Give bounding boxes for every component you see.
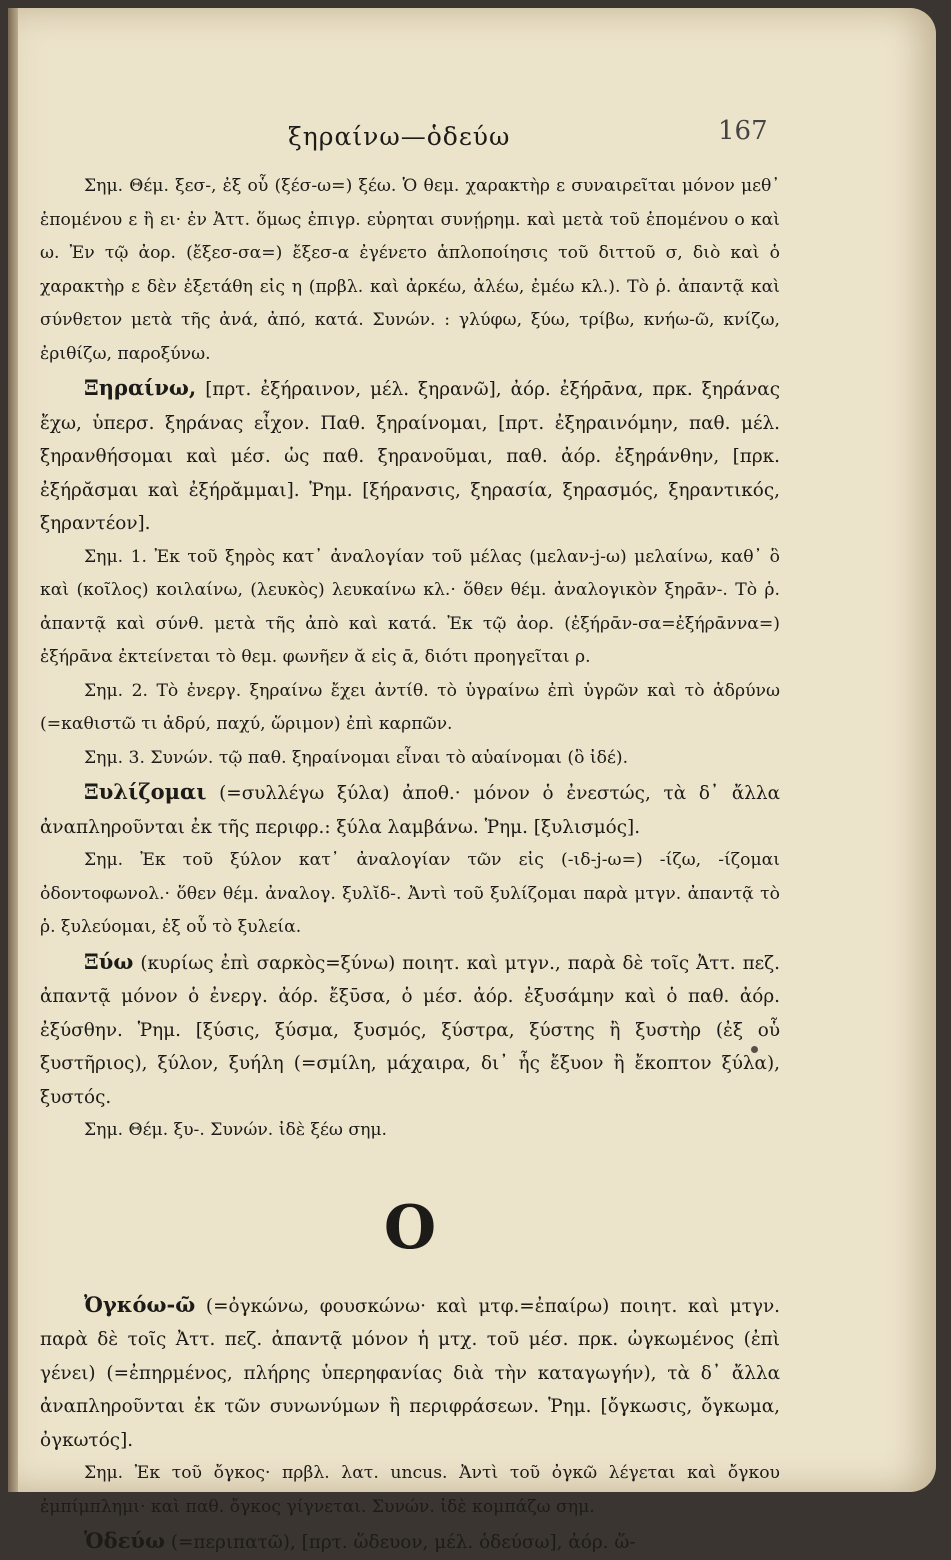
letter-heading: Ο — [383, 1192, 437, 1263]
entry-text-xylizomai: (=συλλέγω ξύλα) ἀποθ.· μόνον ὁ ἐνεστώς, τὰ δ᾿ ἄλλα ἀναπληροῦνται ἐκ τῆς περιφρ.: ξύλα λαμβάνω. Ῥημ. [ξυλισμός]. — [40, 783, 780, 838]
entry-text-xeraino: [πρτ. ἐξήραινον, μέλ. ξηρανῶ], ἀόρ. ἐξήρᾱνα, πρκ. ξηράνας ἔχω, ὑπερσ. ξηράνας εἶχον. Παθ. ξηραίνομαι, [πρτ. ἐξηραινόμην, παθ. μέλ. ξηρανθήσομαι καὶ μέσ. ὡς παθ. ξηρανοῦμαι, παθ. ἀόρ. ἐξηράνθην, [πρκ. ἐξήρᾰσμαι καὶ ἐξήρᾰμμαι]. Ῥημ. [ξήρανσις, ξηρασία, ξηρασμός, ξηραντικός, ξηραντέον]. — [40, 379, 780, 534]
entry-text-xyo: (κυρίως ἐπὶ σαρκὸς=ξύνω) ποιητ. καὶ μτγν., παρὰ δὲ τοῖς Ἀττ. πεζ. ἀπαντᾷ μόνον ὁ ἐνεργ. ἀόρ. ἔξῡσα, ὁ μέσ. ἀόρ. ἐξυσάμην καὶ ὁ παθ. ἀόρ. ἐξύσθην. Ῥημ. [ξύσις, ξύσμα, ξυσμός, ξύστρα, ξύστης ἢ ξυστὴρ (ἐξ οὗ ξυστῆριος), ξύλον, ξυήλη (=σμίλη, μάχαιρα, δι᾿ ἧς ἔξυον ἢ ἔκοπτον ξύλα), ξυστός. — [40, 952, 780, 1108]
note-3: Σημ. 3. Συνών. τῷ παθ. ξηραίνομαι εἶναι τὸ αὑαίνομαι (ὃ ἰδέ). — [84, 747, 629, 768]
ink-dot — [751, 1046, 758, 1053]
entry-text-onkoo: (=ὀγκώνω, φουσκώνω· καὶ μτφ.=ἐπαίρω) ποιητ. καὶ μτγν. παρὰ δὲ τοῖς Ἀττ. πεζ. ἀπαντᾷ μόνον ἡ μτχ. τοῦ μέσ. πρκ. ὠγκωμένος (ἐπὶ γένει) (=ἐπηρμένος, πλήρης ὑπερηφανίας διὰ τὴν καταγωγήν), τὰ δ᾿ ἄλλα ἀναπληροῦνται ἐκ τῶν συνωνύμων ἢ περιφράσεων. Ῥημ. [ὄγκωσις, ὄγκωμα, ὀγκωτός]. — [40, 1295, 780, 1451]
headword-xylizomai: Ξυλίζομαι — [84, 779, 207, 804]
entry-onkoo — [40, 1288, 780, 1458]
note-1: Σημ. 1. Ἐκ τοῦ ξηρὸς κατ᾿ ἀναλογίαν τοῦ μέλας (μελαν-j-ω) μελαίνω, καθ᾿ ὃ καὶ (κοῖλος) κοιλαίνω, (λευκὸς) λευκαίνω κλ.· ὅθεν θέμ. ἀναλογικὸν ξηρᾱν-. Τὸ ῥ. ἀπαντᾷ καὶ σύνθ. μετὰ τῆς ἀπὸ καὶ κατά. Ἐκ τῷ ἀορ. (ἐξήρᾱν-σα=ἐξήρᾱννα=) ἐξήρᾱνα ἐκτείνεται τὸ θεμ. φωνῆεν ᾰ εἰς ᾱ, διότι προηγεῖται ρ. — [40, 546, 780, 667]
running-head: ξηραίνω—ὁδεύω — [288, 122, 511, 151]
page-number: 167 — [718, 116, 768, 146]
headword-xeraino: Ξηραίνω, — [84, 375, 197, 400]
headword-xyo: Ξύω — [84, 948, 134, 974]
note-xy: Σημ. Θέμ. ξυ-. Συνών. ἰδὲ ξέω σημ. — [84, 1120, 388, 1140]
note-2: Σημ. 2. Τὸ ἐνεργ. ξηραίνω ἔχει ἀντίθ. τὸ ὑγραίνω ἐπὶ ὑγρῶν καὶ τὸ ἁδρύνω (=καθιστῶ τι ἁδρύ, παχύ, ὥριμον) ἐπὶ καρπῶν. — [40, 680, 780, 734]
note-xylon: Σημ. Ἐκ τοῦ ξύλον κατ᾿ ἀναλογίαν τῶν εἰς (-ιδ-j-ω=) -ίζω, -ίζομαι ὀδοντοφωνολ.· ὅθεν θέμ. ἀναλογ. ξυλῐδ-. Ἀντὶ τοῦ ξυλίζομαι παρὰ μτγν. ἀπαντᾷ τὸ ῥ. ξυλεύομαι, ἐξ οὗ τὸ ξυλεία. — [40, 850, 780, 937]
entry-xylizomai — [40, 775, 780, 844]
page-content — [40, 170, 780, 1560]
entry-text-hodeuo: (=περιπατῶ), [πρτ. ὥδευον, μέλ. ὁδεύσω], ἀόρ. ὥ- — [170, 1532, 636, 1553]
page-header — [0, 116, 951, 156]
note-xeo: Σημ. Θέμ. ξεσ-, ἐξ οὗ (ξέσ-ω=) ξέω. Ὁ θεμ. χαρακτὴρ ε συναιρεῖται μόνον μεθ᾿ ἑπομένου ε ἢ ει· ἐν Ἀττ. ὅμως ἐπιγρ. εὑρηται συνῄρημ. καὶ μετὰ τοῦ ἑπομένου ο καὶ ω. Ἐν τῷ ἀορ. (ἔξεσ-σα=) ἔξεσ-α ἐγένετο ἁπλοποίησις τοῦ διττοῦ σ, διὸ καὶ ὁ χαρακτὴρ ε δὲν ἐξετάθη εἰς η (πρβλ. καὶ ἀρκέω, ἀλέω, ἐμέω κλ.). Τὸ ῥ. ἀπαντᾷ καὶ σύνθετον μετὰ τῆς ἀνά, ἀπό, κατά. Συνών. : γλύφω, ξύω, τρίβω, κνήω-ῶ, κνίζω, ἐριθίζω, παροξύνω. — [40, 176, 780, 364]
note-onkos: Σημ. Ἐκ τοῦ ὄγκος· πρβλ. λατ. uncus. Ἀντὶ τοῦ ὀγκῶ λέγεται καὶ ὄγκου ἐμπίμπλημι· καὶ παθ. ὄγκος γίγνεται. Συνών. ἰδὲ κομπάζω σημ. — [40, 1463, 780, 1517]
entry-hodeuo — [40, 1524, 780, 1560]
headword-hodeuo: Ὁδεύω — [84, 1528, 165, 1553]
page-binding-edge — [8, 8, 18, 1492]
headword-onkoo: Ὀγκόω-ῶ — [84, 1291, 196, 1317]
entry-xyo — [40, 945, 780, 1115]
entry-xeraino — [40, 371, 780, 541]
